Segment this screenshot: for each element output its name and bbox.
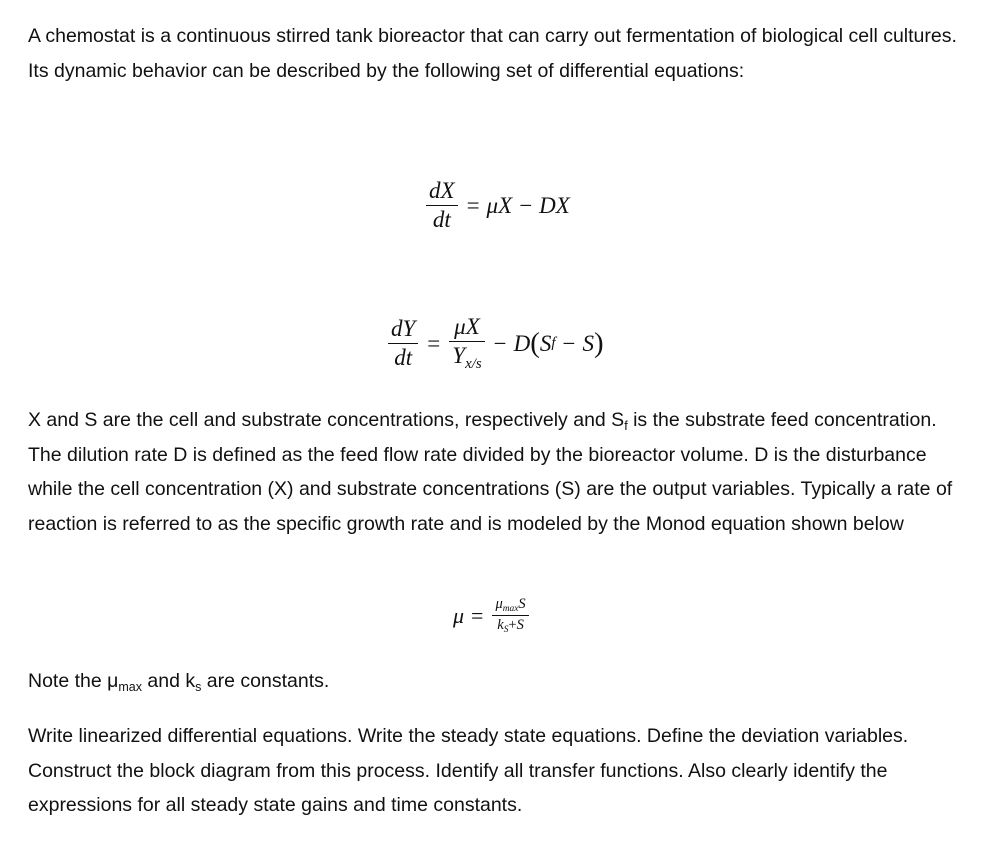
- eq1-rhs: μX − DX: [486, 192, 570, 218]
- dx-numerator: dX: [429, 178, 455, 203]
- mu-symbol: μ: [453, 602, 465, 628]
- yield-subscript: x/s: [465, 356, 482, 373]
- plus-sign: +: [508, 617, 517, 634]
- equals-sign: =: [427, 330, 441, 356]
- monod-denominator: [494, 616, 527, 635]
- note-part1: Note the μ: [28, 670, 119, 692]
- ks-symbol: k: [497, 617, 504, 634]
- yield-denominator: [449, 342, 484, 373]
- equation-dx-dt: [424, 178, 570, 233]
- description-paragraph: [28, 403, 968, 541]
- dt-denominator: dt: [432, 207, 451, 233]
- intro-paragraph: [28, 19, 968, 88]
- ks-subscript: S: [503, 625, 509, 636]
- description-part1: X and S are the cell and substrate concentrations, respectively and S: [28, 409, 625, 431]
- monod-denominator-s: S: [516, 617, 524, 634]
- dy-numerator: dY: [391, 315, 416, 341]
- ks-subscript: s: [195, 680, 202, 694]
- close-paren: ): [594, 327, 604, 360]
- open-paren: (: [530, 327, 540, 360]
- mu-max-subscript: max: [502, 604, 519, 615]
- task-text: Write linearized differential equations. Write the steady state equations. Define the deviation variables. Construct the block diagram from this process. Identify all transfer functions. Also clearly identify the expressions for all steady state gains and time constants.: [28, 725, 909, 816]
- feed-substrate-symbol: S: [539, 330, 552, 356]
- equals-sign: =: [466, 192, 480, 218]
- mux-numerator: μX: [454, 314, 480, 339]
- feed-subscript: f: [551, 335, 556, 352]
- equation-monod: [453, 596, 531, 635]
- equation-dy-dt: [386, 314, 604, 373]
- mu-max-symbol: μ: [495, 596, 503, 612]
- feed-subscript: f: [624, 419, 628, 433]
- equals-sign: =: [471, 602, 484, 628]
- note-paragraph: [28, 664, 968, 699]
- dt-denominator: dt: [394, 345, 413, 371]
- monod-numerator: [492, 596, 528, 615]
- substrate-symbol: S: [582, 330, 594, 356]
- minus-sign: −: [493, 330, 507, 356]
- monod-fraction: [492, 596, 528, 635]
- monod-numerator-s: S: [518, 596, 526, 612]
- mux-yield-fraction: [449, 314, 484, 373]
- dx-dt-fraction: [426, 178, 458, 233]
- note-part3: are constants.: [201, 670, 330, 692]
- yield-symbol: Y: [452, 343, 466, 369]
- intro-text: A chemostat is a continuous stirred tank bioreactor that can carry out fermentation of biological cell cultures. Its dynamic behavior can be described by the following set of differential equations:: [28, 25, 957, 82]
- mu-max-subscript: max: [118, 680, 142, 694]
- description-part2: is the substrate feed concentration. The dilution rate D is defined as the feed flow rate divided by the bioreactor volume. D is the disturbance while the cell concentration (X) and substrate concentrations (S) are the output variables. Typically a rate of reaction is referred to as the specific growth rate and is modeled by the Monod equation shown below: [28, 409, 953, 535]
- note-part2: and k: [142, 670, 196, 692]
- dilution-symbol: D: [513, 330, 531, 356]
- task-paragraph: [28, 719, 968, 823]
- dy-dt-fraction: [388, 316, 418, 371]
- minus-sign-2: −: [562, 330, 576, 356]
